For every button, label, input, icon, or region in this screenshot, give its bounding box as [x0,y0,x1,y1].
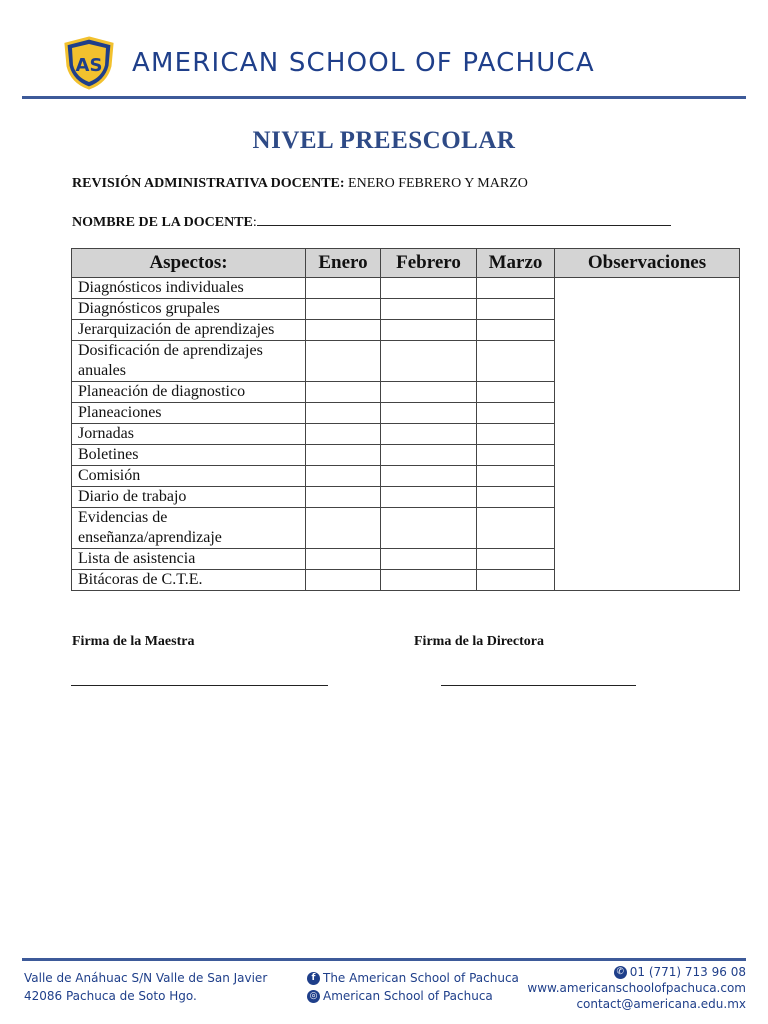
marzo-cell[interactable] [477,320,555,341]
aspect-cell: Planeación de diagnostico [72,382,306,403]
instagram-label: American School of Pachuca [323,989,493,1003]
marzo-cell[interactable] [477,278,555,299]
febrero-cell[interactable] [381,487,477,508]
footer-facebook[interactable] [307,971,519,985]
page-title: NIVEL PREESCOLAR [252,127,516,154]
instagram-icon: ◎ [307,990,320,1003]
footer-divider [22,958,746,961]
febrero-cell[interactable] [381,299,477,320]
febrero-cell[interactable] [381,466,477,487]
enero-cell[interactable] [306,403,381,424]
teacher-name-separator: : [252,215,257,230]
observaciones-cell[interactable] [555,278,740,591]
enero-cell[interactable] [306,299,381,320]
director-signature-line[interactable] [441,685,636,686]
review-value: ENERO FEBRERO Y MARZO [344,176,528,191]
aspect-cell: Comisión [72,466,306,487]
school-shield-logo [62,36,116,90]
aspect-cell: Lista de asistencia [72,549,306,570]
teacher-signature-line[interactable] [71,685,328,686]
febrero-cell[interactable] [381,403,477,424]
enero-cell[interactable] [306,466,381,487]
febrero-cell[interactable] [381,341,477,382]
header-divider [22,96,746,99]
director-signature-label: Firma de la Directora [414,634,544,649]
enero-cell[interactable] [306,424,381,445]
footer-address-line2: 42086 Pachuca de Soto Hgo. [24,989,197,1003]
febrero-cell[interactable] [381,424,477,445]
table-row [72,278,740,299]
marzo-cell[interactable] [477,445,555,466]
footer-email[interactable]: contact@americana.edu.mx [576,997,746,1011]
enero-cell[interactable] [306,382,381,403]
header-febrero: Febrero [381,249,477,278]
aspect-cell: Bitácoras de C.T.E. [72,570,306,591]
marzo-cell[interactable] [477,549,555,570]
phone-icon: ✆ [614,966,627,979]
teacher-signature-label: Firma de la Maestra [72,634,195,649]
febrero-cell[interactable] [381,320,477,341]
footer-address-line1: Valle de Anáhuac S/N Valle de San Javier [24,971,268,985]
review-label: REVISIÓN ADMINISTRATIVA DOCENTE: [72,176,345,191]
enero-cell[interactable] [306,278,381,299]
marzo-cell[interactable] [477,424,555,445]
footer-phone[interactable] [614,965,746,979]
teacher-name-field[interactable] [257,211,671,226]
phone-label: 01 (771) 713 96 08 [629,965,746,979]
enero-cell[interactable] [306,570,381,591]
header-observaciones: Observaciones [555,249,740,278]
table-header-row [72,249,740,278]
aspect-cell: Diagnósticos grupales [72,299,306,320]
marzo-cell[interactable] [477,487,555,508]
facebook-label: The American School of Pachuca [323,971,519,985]
header-marzo: Marzo [477,249,555,278]
marzo-cell[interactable] [477,341,555,382]
teacher-name-line [72,211,671,231]
aspect-cell: Diario de trabajo [72,487,306,508]
aspect-cell: Diagnósticos individuales [72,278,306,299]
marzo-cell[interactable] [477,570,555,591]
aspect-cell: Jerarquización de aprendizajes [72,320,306,341]
header-aspectos: Aspectos: [72,249,306,278]
marzo-cell[interactable] [477,382,555,403]
enero-cell[interactable] [306,549,381,570]
enero-cell[interactable] [306,445,381,466]
aspect-cell: Dosificación de aprendizajes anuales [72,341,306,382]
teacher-name-label: NOMBRE DE LA DOCENTE [72,215,253,230]
febrero-cell[interactable] [381,445,477,466]
aspect-cell: Jornadas [72,424,306,445]
enero-cell[interactable] [306,487,381,508]
footer-instagram[interactable] [307,989,493,1003]
letterhead [22,30,746,100]
review-line [72,176,528,192]
febrero-cell[interactable] [381,278,477,299]
marzo-cell[interactable] [477,508,555,549]
footer-website[interactable]: www.americanschoolofpachuca.com [527,981,746,995]
febrero-cell[interactable] [381,382,477,403]
marzo-cell[interactable] [477,403,555,424]
febrero-cell[interactable] [381,549,477,570]
aspect-cell: Evidencias de enseñanza/aprendizaje [72,508,306,549]
marzo-cell[interactable] [477,466,555,487]
enero-cell[interactable] [306,320,381,341]
febrero-cell[interactable] [381,508,477,549]
review-table [71,248,740,591]
logo-letters: AS [75,55,103,76]
aspect-cell: Planeaciones [72,403,306,424]
aspect-cell: Boletines [72,445,306,466]
header-enero: Enero [306,249,381,278]
enero-cell[interactable] [306,508,381,549]
school-name: AMERICAN SCHOOL OF PACHUCA [132,48,595,78]
enero-cell[interactable] [306,341,381,382]
marzo-cell[interactable] [477,299,555,320]
facebook-icon: f [307,972,320,985]
febrero-cell[interactable] [381,570,477,591]
